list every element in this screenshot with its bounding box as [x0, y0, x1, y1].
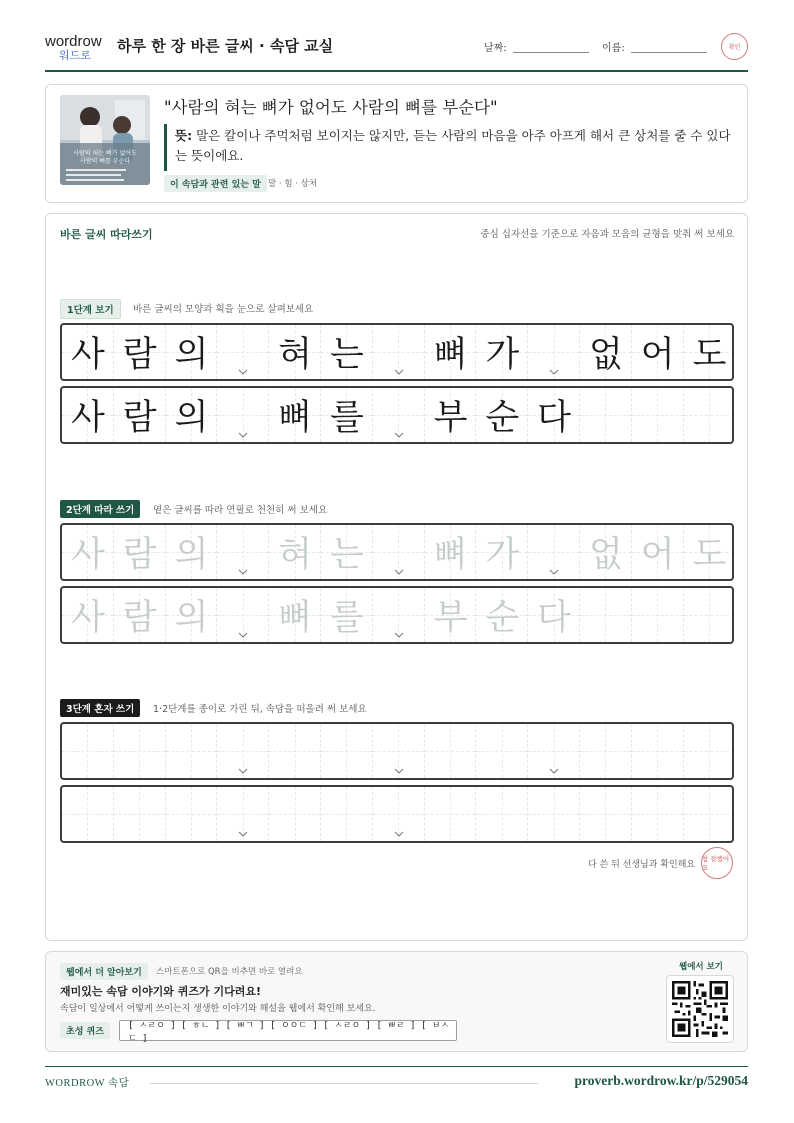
- grid-cell[interactable]: [476, 724, 528, 778]
- grid-character: 가: [485, 535, 520, 575]
- grid-cell[interactable]: [528, 787, 580, 841]
- space-mark-icon: [394, 569, 404, 575]
- grid-character: 사: [70, 535, 105, 575]
- grid-character: 람: [122, 535, 157, 575]
- step3-desc: 1·2단계를 종이로 가린 뒤, 속담을 떠올려 써 보세요: [153, 704, 367, 715]
- web-tag-note: 스마트폰으로 QR을 비추면 바로 열려요: [156, 967, 303, 977]
- practice-note: 중심 십자선을 기준으로 자음과 모음의 균형을 맞춰 써 보세요: [480, 229, 734, 240]
- related-label: 이 속담과 관련 있는 말: [164, 175, 267, 192]
- logo-wordmark: wordrow: [45, 33, 102, 50]
- space-mark-icon: [549, 768, 559, 774]
- grid-character: 의: [174, 398, 209, 438]
- grid-row: [60, 386, 734, 444]
- initial-consonant-quiz: [119, 1020, 457, 1044]
- space-mark-icon: [549, 569, 559, 575]
- grid-cell[interactable]: [632, 787, 684, 841]
- grid-character: 는: [329, 335, 364, 375]
- grid-character: 사: [70, 398, 105, 438]
- grid-character: 어: [640, 335, 675, 375]
- grid-character: 사: [70, 335, 105, 375]
- grid-character: 순: [485, 598, 520, 638]
- grid-character: 의: [174, 535, 209, 575]
- grid-character: 혀: [278, 335, 312, 375]
- svg-text:사람의 혀는 뼈가 없어도: 사람의 혀는 뼈가 없어도: [73, 150, 137, 157]
- meaning-text: 말은 칼이나 주먹처럼 보이지는 않지만, 듣는 사람의 마음을 아주 아프게 해서 큰 상처를 줄 수 있다는 뜻이에요.: [175, 128, 731, 163]
- quiz-text: [ ㅅㄹㅇ ] [ ㅎㄴ ] [ ㅃㄱ ] [ ㅇㅇㄷ ] [ ㅅㄹㅇ ] [ ㅃㄹ ] [ ㅂㅅㄷ ]: [128, 1020, 450, 1044]
- grid-cell[interactable]: [632, 588, 684, 642]
- grid-character: 다: [537, 598, 571, 638]
- grid-cell[interactable]: [580, 588, 632, 642]
- grid-character: 가: [485, 335, 520, 375]
- grid-row[interactable]: [60, 523, 734, 581]
- footer-url[interactable]: proverb.wordrow.kr/p/529054: [574, 1073, 748, 1088]
- step2-desc: 옅은 글씨를 따라 연필로 천천히 써 보세요: [153, 505, 328, 516]
- date-label: 날짜:: [484, 43, 507, 54]
- space-mark-icon: [238, 569, 248, 575]
- qr-icon: [672, 981, 728, 1037]
- grid-character: 의: [174, 335, 209, 375]
- qr-code[interactable]: [666, 975, 734, 1043]
- grid-character: 어: [640, 535, 675, 575]
- date-field[interactable]: [484, 39, 589, 54]
- grid-character: 를: [329, 598, 364, 638]
- space-mark-icon: [238, 432, 248, 438]
- footer-rule: [150, 1083, 538, 1084]
- space-mark-icon: [238, 831, 248, 837]
- logo-korean: 워드로: [59, 49, 91, 62]
- grid-character: 람: [122, 598, 157, 638]
- grid-cell[interactable]: [62, 724, 114, 778]
- step1-badge: 1단계 보기: [60, 299, 121, 319]
- proverb-illustration: [60, 95, 150, 185]
- grid-cell[interactable]: [114, 787, 166, 841]
- svg-text:사람의 뼈를 부순다: 사람의 뼈를 부순다: [79, 158, 131, 165]
- space-mark-icon: [238, 632, 248, 638]
- space-mark-icon: [394, 831, 404, 837]
- space-mark-icon: [394, 369, 404, 375]
- footer-divider: [45, 1066, 748, 1067]
- proverb-quote: "사람의 혀는 뼈가 없어도 사람의 뼈를 부순다": [164, 98, 498, 117]
- grid-cell[interactable]: [580, 787, 632, 841]
- grid-cell[interactable]: [684, 787, 734, 841]
- web-description: 속담이 일상에서 어떻게 쓰이는지 생생한 이야기와 해설을 웹에서 확인해 보세요.: [60, 1004, 376, 1014]
- grid-row[interactable]: [60, 785, 734, 843]
- grid-row: [60, 323, 734, 381]
- meaning-accent-bar: [164, 124, 167, 171]
- grid-character: 뼈: [433, 535, 468, 575]
- step3-badge: 3단계 혼자 쓰기: [60, 699, 140, 717]
- space-mark-icon: [394, 432, 404, 438]
- good-job-stamp: 참 잘했어요: [701, 847, 733, 879]
- wordrow-logo[interactable]: [45, 33, 107, 63]
- step1-desc: 바른 글씨의 모양과 획을 눈으로 살펴보세요: [133, 304, 314, 315]
- grid-character: 다: [537, 398, 571, 438]
- space-mark-icon: [549, 369, 559, 375]
- grid-cell: [632, 388, 684, 442]
- grid-row[interactable]: [60, 586, 734, 644]
- space-mark-icon: [238, 369, 248, 375]
- grid-character: 부: [433, 598, 468, 638]
- grid-character: 순: [485, 398, 520, 438]
- page-title: 하루 한 장 바른 글씨 · 속담 교실: [117, 37, 334, 55]
- space-mark-icon: [394, 632, 404, 638]
- grid-character: 람: [122, 398, 157, 438]
- grid-character: 없: [588, 335, 623, 375]
- grid-cell[interactable]: [632, 724, 684, 778]
- grid-cell[interactable]: [476, 787, 528, 841]
- header-divider: [45, 70, 748, 72]
- grid-character: 의: [174, 598, 209, 638]
- grid-cell: [580, 388, 632, 442]
- step2-badge: 2단계 따라 쓰기: [60, 500, 140, 518]
- grid-character: 부: [433, 398, 468, 438]
- grid-cell[interactable]: [269, 724, 321, 778]
- approval-stamp: 확인: [721, 33, 748, 60]
- grid-cell[interactable]: [321, 787, 373, 841]
- space-mark-icon: [238, 768, 248, 774]
- grid-cell[interactable]: [166, 787, 218, 841]
- grid-character: 뼈: [433, 335, 468, 375]
- qr-label: 웹에서 보기: [679, 962, 724, 972]
- footer-brand: WORDROW 속담: [45, 1078, 130, 1089]
- grid-character: 뼈: [278, 398, 312, 438]
- web-headline: 재미있는 속담 이야기와 퀴즈가 기다려요!: [60, 985, 261, 998]
- grid-cell[interactable]: [425, 724, 477, 778]
- grid-character: 를: [329, 398, 364, 438]
- grid-cell[interactable]: [684, 724, 734, 778]
- grid-cell[interactable]: [425, 787, 477, 841]
- grid-character: 혀: [278, 535, 312, 575]
- web-tag: 웹에서 더 알아보기: [60, 963, 148, 980]
- grid-cell[interactable]: [269, 787, 321, 841]
- grid-character: 뼈: [278, 598, 312, 638]
- related-words: 말 · 힘 · 상처: [268, 179, 318, 189]
- name-field[interactable]: [602, 39, 707, 54]
- grid-cell: [684, 388, 734, 442]
- grid-character: 람: [122, 335, 157, 375]
- grid-character: 도: [692, 335, 727, 375]
- quiz-label: 초성 퀴즈: [60, 1022, 110, 1039]
- grid-character: 는: [329, 535, 364, 575]
- grid-character: 없: [588, 535, 623, 575]
- grid-cell[interactable]: [321, 724, 373, 778]
- grid-cell[interactable]: [580, 724, 632, 778]
- grid-cell[interactable]: [62, 787, 114, 841]
- practice-title: 바른 글씨 따라쓰기: [60, 228, 153, 241]
- proverb-meaning: [175, 126, 735, 166]
- check-note: 다 쓴 뒤 선생님과 확인해요: [588, 860, 696, 870]
- grid-row[interactable]: [60, 722, 734, 780]
- space-mark-icon: [394, 768, 404, 774]
- meaning-label: 뜻:: [175, 128, 193, 143]
- grid-cell[interactable]: [166, 724, 218, 778]
- name-label: 이름:: [602, 43, 625, 54]
- grid-cell[interactable]: [114, 724, 166, 778]
- grid-cell[interactable]: [684, 588, 734, 642]
- grid-character: 사: [70, 598, 105, 638]
- grid-character: 도: [692, 535, 727, 575]
